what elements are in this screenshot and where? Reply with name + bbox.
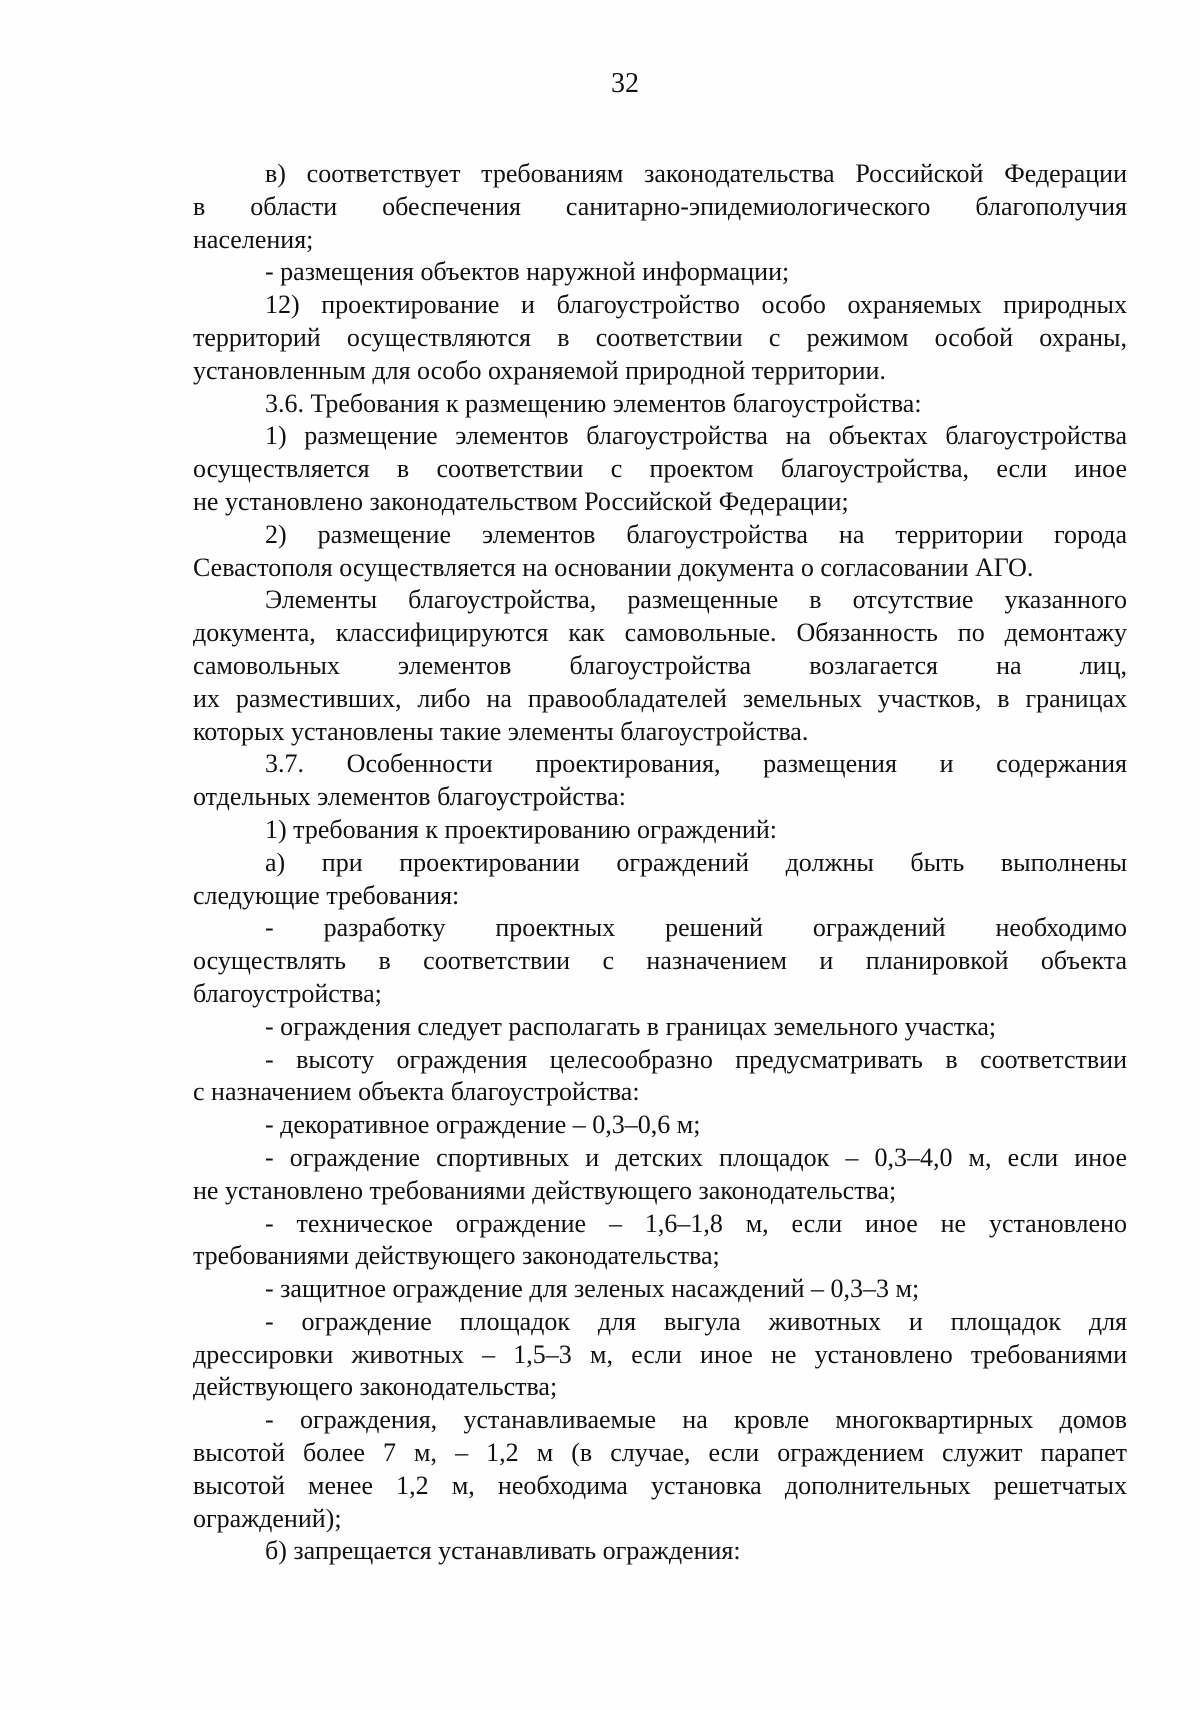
text-line: - ограждения, устанавливаемые на кровле многоквартирных домов (265, 1405, 1127, 1435)
text-line: благоустройства; (193, 978, 382, 1008)
text-line: дрессировки животных – 1,5–3 м, если иное не установлено требованиями (193, 1339, 1127, 1369)
document-body (193, 158, 1127, 1568)
text-line: с назначением объекта благоустройства: (193, 1077, 640, 1107)
text-line: населения; (193, 224, 314, 254)
text-line: 12) проектирование и благоустройство особо охраняемых природных (265, 290, 1127, 320)
text-line: 1) требования к проектированию ограждений: (265, 814, 777, 844)
text-line: не установлено законодательством Российской Федерации; (193, 486, 849, 516)
text-line: - защитное ограждение для зеленых насаждений – 0,3–3 м; (265, 1274, 920, 1304)
text-line: - ограждения следует располагать в границах земельного участка; (265, 1011, 997, 1041)
text-line: Севастополя осуществляется на основании документа о согласовании АГО. (193, 552, 1034, 582)
text-line: установленным для особо охраняемой природной территории. (193, 355, 886, 385)
text-line: которых установлены такие элементы благоустройства. (193, 716, 809, 746)
text-line: б) запрещается устанавливать ограждения: (265, 1536, 741, 1566)
text-line: ограждений); (193, 1503, 342, 1533)
text-line: отдельных элементов благоустройства: (193, 782, 626, 812)
text-line: территорий осуществляются в соответствии с режимом особой охраны, (193, 322, 1127, 352)
page-number: 32 (611, 68, 639, 99)
text-line: осуществляется в соответствии с проектом благоустройства, если иное (193, 454, 1127, 484)
text-line: - техническое ограждение – 1,6–1,8 м, если иное не установлено (265, 1208, 1127, 1238)
text-line: Элементы благоустройства, размещенные в отсутствие указанного (265, 585, 1127, 615)
text-line: - ограждение площадок для выгула животных и площадок для (265, 1306, 1127, 1336)
text-line: - разработку проектных решений ограждений необходимо (265, 913, 1127, 943)
text-line: осуществлять в соответствии с назначением и планировкой объекта (193, 946, 1127, 976)
text-line: 1) размещение элементов благоустройства на объектах благоустройства (265, 421, 1127, 451)
text-line: - ограждение спортивных и детских площадок – 0,3–4,0 м, если иное (265, 1142, 1127, 1172)
text-line: 2) размещение элементов благоустройства на территории города (265, 519, 1127, 549)
text-line: высотой менее 1,2 м, необходима установка дополнительных решетчатых (193, 1470, 1127, 1500)
text-line: а) при проектировании ограждений должны быть выполнены (265, 847, 1127, 877)
text-line: - декоративное ограждение – 0,3–0,6 м; (265, 1110, 701, 1140)
text-line: 3.6. Требования к размещению элементов благоустройства: (265, 388, 922, 418)
text-line: следующие требования: (193, 880, 460, 910)
text-line: их разместивших, либо на правообладателей земельных участков, в границах (193, 683, 1127, 713)
text-line: в) соответствует требованиям законодательства Российской Федерации (265, 159, 1127, 188)
text-line: 3.7. Особенности проектирования, размещения и содержания (265, 749, 1127, 779)
text-line: в области обеспечения санитарно-эпидемиологического благополучия (193, 191, 1127, 221)
text-line: документа, классифицируются как самовольные. Обязанность по демонтажу (193, 618, 1127, 648)
text-line: - высоту ограждения целесообразно предусматривать в соответствии (265, 1044, 1127, 1074)
text-line: высотой более 7 м, – 1,2 м (в случае, если ограждением служит парапет (193, 1438, 1127, 1468)
text-line: самовольных элементов благоустройства возлагается на лиц, (193, 650, 1127, 680)
text-line: требованиями действующего законодательства; (193, 1241, 720, 1271)
text-line: действующего законодательства; (193, 1372, 558, 1402)
text-line: - размещения объектов наружной информации; (265, 257, 790, 287)
text-line: не установлено требованиями действующего законодательства; (193, 1175, 897, 1205)
